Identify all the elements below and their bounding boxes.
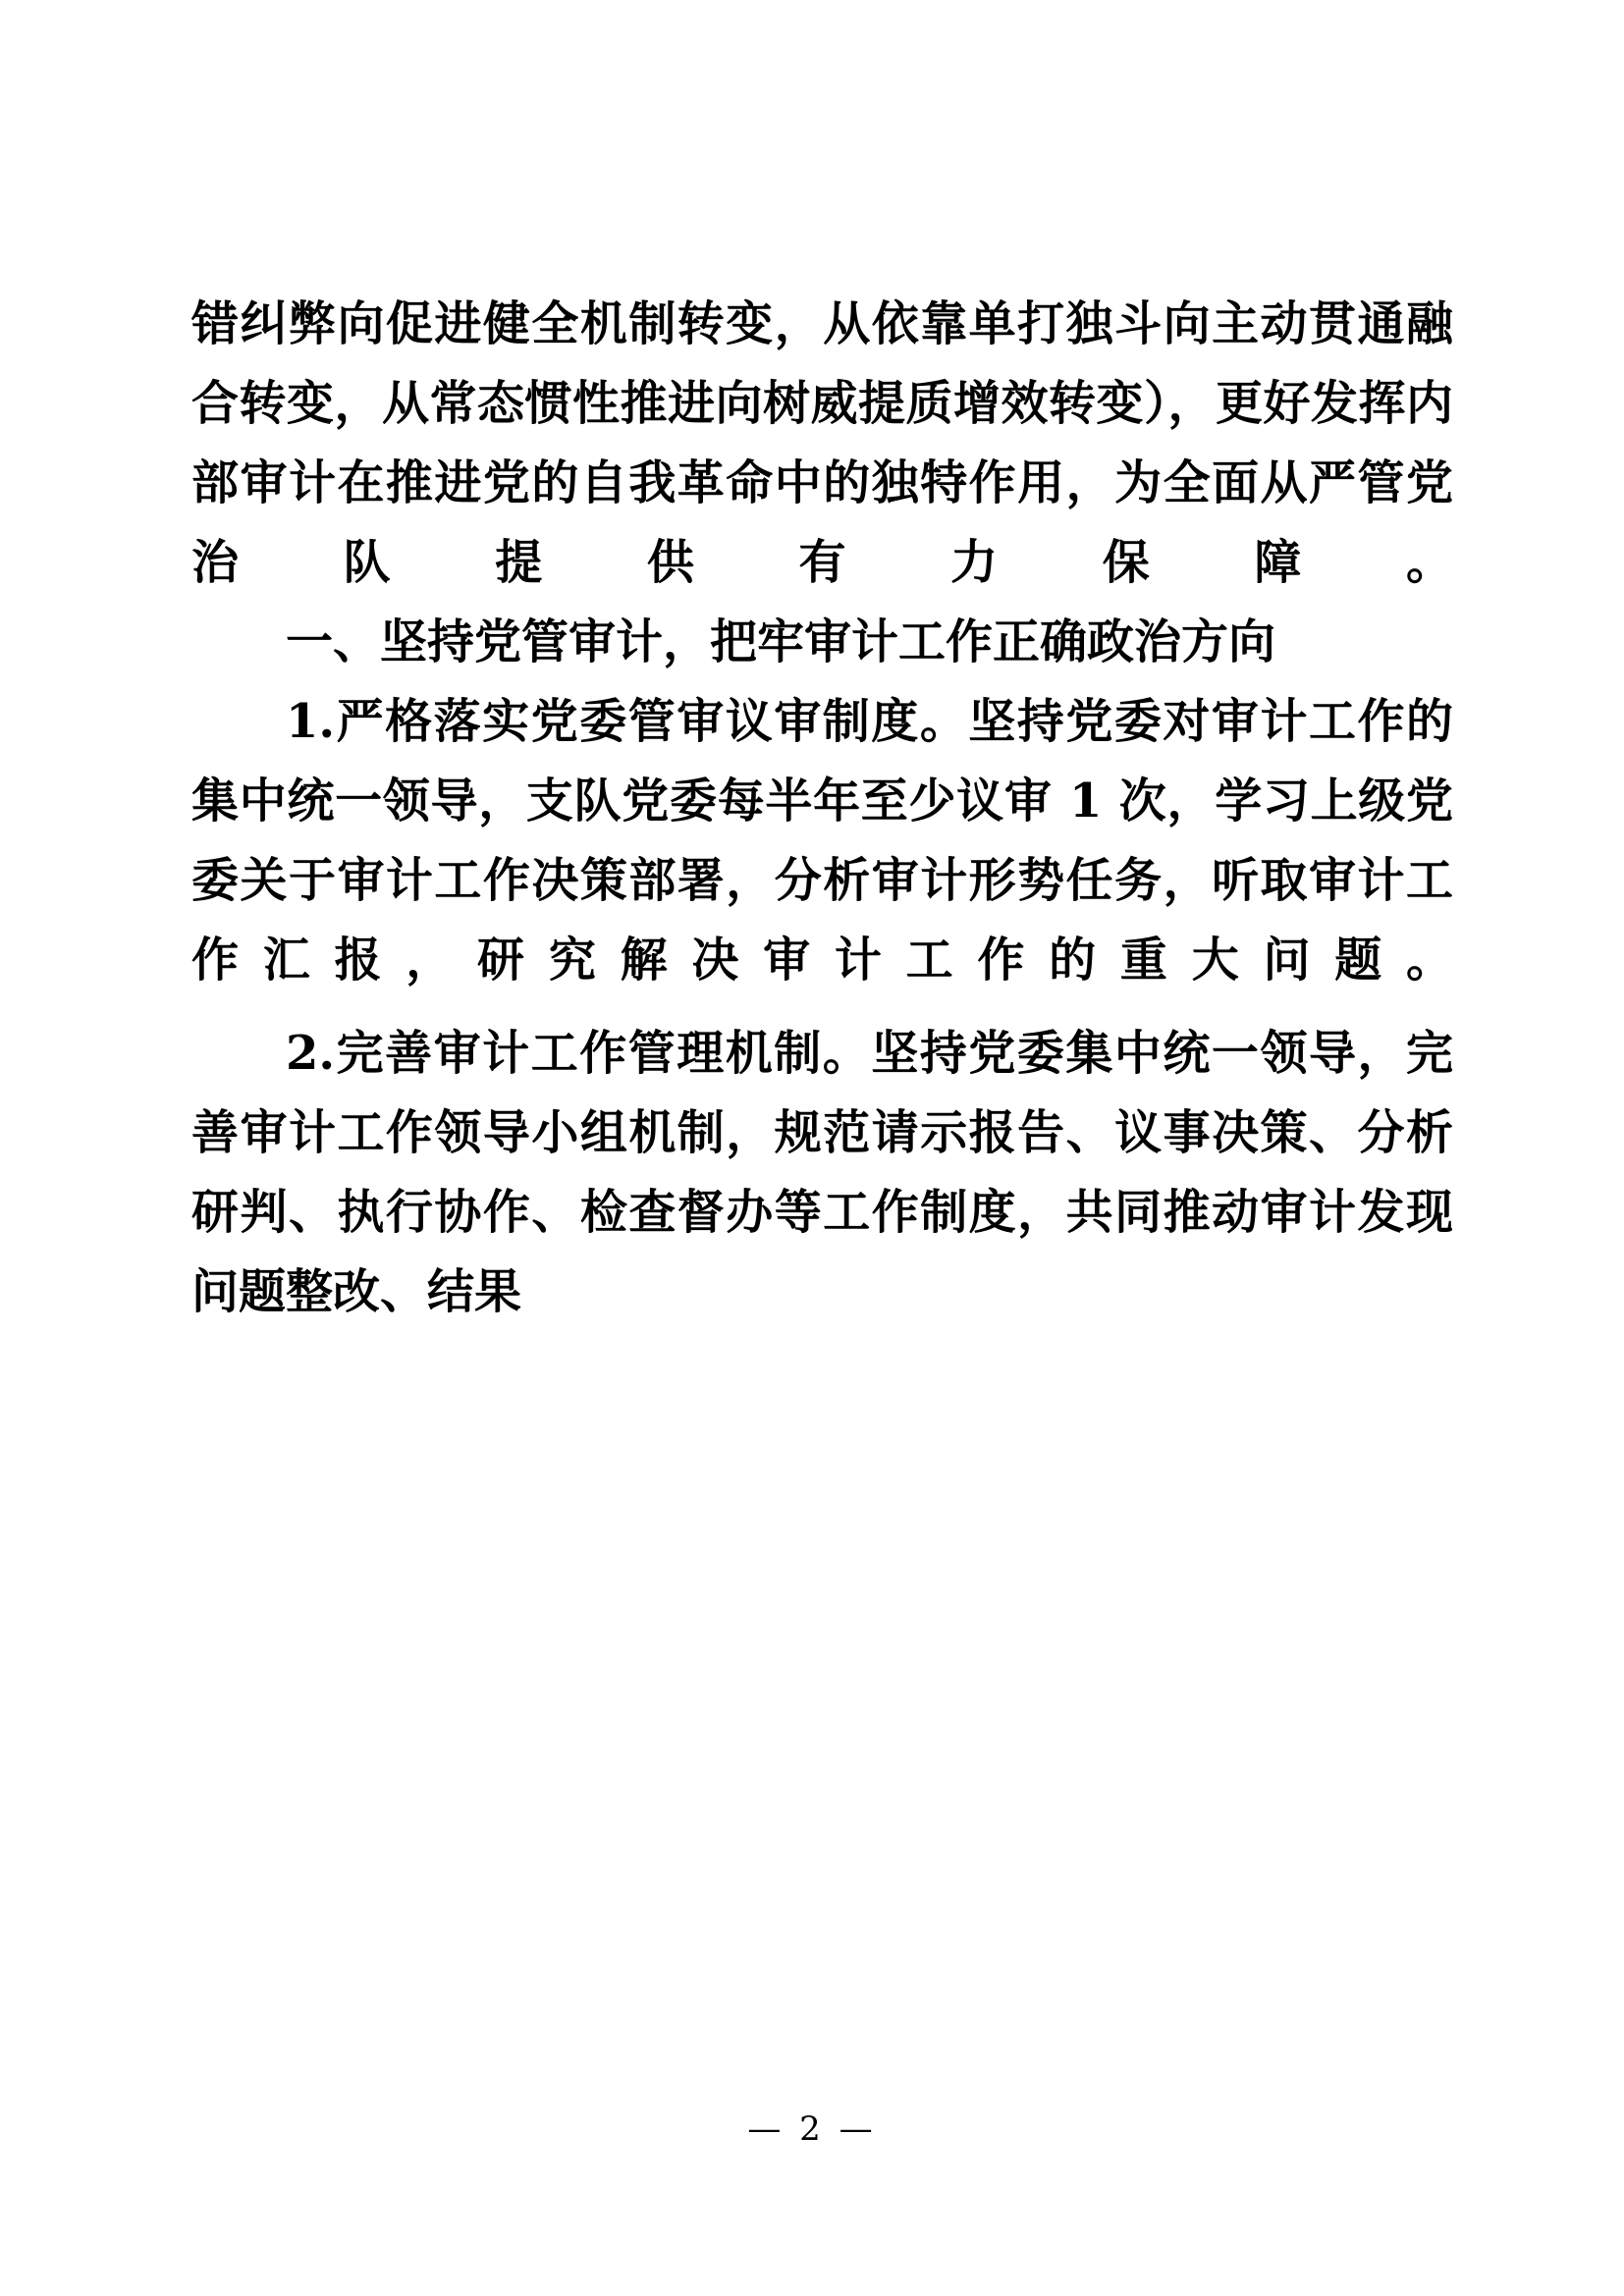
- item-heading-1: 严格落实党委管审议审制度。: [335, 694, 969, 749]
- item-number-2: 2.: [286, 1026, 336, 1081]
- item-text-1: 坚持党委对审计工作的集中统一领导，支队党委每半年至少议审 1 次，学习上级党委关于审计工作决策部署，分析审计形势任务，听取审计工作汇报，研究解决审计工作的重大问题。: [191, 694, 1453, 988]
- item-text-2: 坚持党委集中统一领导，完善审计工作领导小组机制，规范请示报告、议事决策、分析研判、执行协作、检查督办等工作制度，共同推动审计发现问题整改、结果: [191, 1026, 1453, 1319]
- paragraph-spacer: [191, 1000, 1453, 1014]
- item-number-1: 1.: [286, 694, 336, 749]
- paragraph-item-2: [191, 1014, 1453, 1332]
- paragraph-item-1: [191, 682, 1453, 1000]
- paragraph-1: 错纠弊向促进健全机制转变，从依靠单打独斗向主动贯通融合转变，从常态惯性推进向树威提质增效转变），更好发挥内部审计在推进党的自我革命中的独特作用，为全面从严管党治队提供有力保障。: [191, 296, 1453, 590]
- item-heading-2: 完善审计工作管理机制。: [335, 1026, 872, 1081]
- page-footer: — 2 —: [747, 2109, 877, 2149]
- section-heading-one: 一、坚持党管审计，把牢审计工作正确政治方向: [286, 614, 1276, 669]
- document-body: [191, 285, 1453, 1332]
